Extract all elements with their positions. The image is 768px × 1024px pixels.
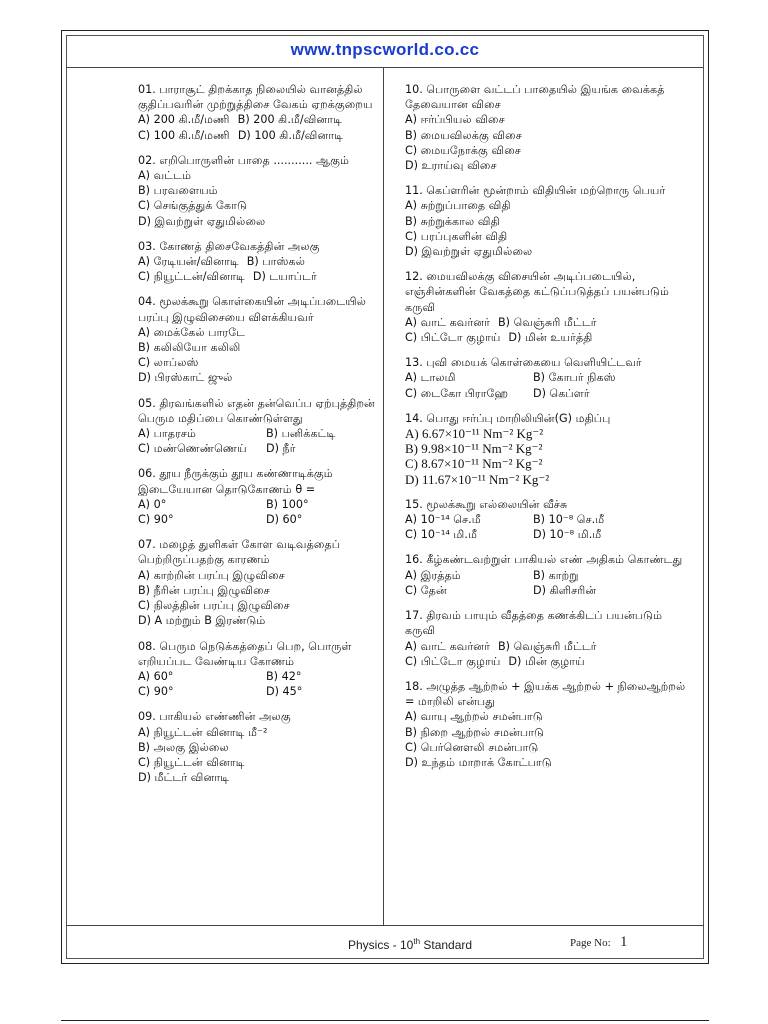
question-item [138,82,378,143]
answer-option[interactable]: B) வெஞ்சுரி மீட்டர் [498,639,597,653]
answer-option[interactable]: D) கெப்ளர் [533,386,590,400]
answer-option[interactable]: A) ரேடியன்/வினாடி [138,255,239,269]
answer-option[interactable]: A) காற்றின் பரப்பு இழுவிசை [138,568,285,582]
answer-option-row [405,527,695,542]
answer-option[interactable]: B) பரவளையம் [138,184,218,198]
header-divider [66,67,704,68]
question-item [405,183,695,259]
question-item [138,466,378,527]
footer-divider [66,925,704,926]
answer-option[interactable]: B) கோபர் நிகஸ் [533,371,616,385]
answer-option[interactable]: D) 10⁻⁸ மி.மீ [533,528,602,542]
right-question-column [405,82,695,780]
question-item [405,497,695,543]
answer-option[interactable]: C) 90° [138,513,174,527]
question-text: 09. பாகியல் எண்ணின் அலகு [138,710,291,724]
answer-option-row [138,426,378,441]
answer-option-row [138,684,378,699]
answer-option[interactable]: B) மையவிலக்கு விசை [405,128,522,142]
answer-option-row [138,497,378,512]
answer-option[interactable]: B) 42° [266,669,302,683]
answer-option[interactable]: B) நிறை ஆற்றல் சமன்பாடு [405,725,545,739]
answer-option[interactable]: B) வெஞ்சுரி மீட்டர் [498,315,597,329]
answer-option-row [138,269,378,284]
answer-option[interactable]: A) வட்டம் [138,169,192,183]
question-item [405,679,695,770]
question-item [138,396,378,457]
answer-option[interactable]: C) டைகோ பிராஹே [405,386,509,400]
answer-option-row [405,654,695,669]
answer-option[interactable]: A) இரத்தம் [405,568,461,582]
answer-option[interactable]: A) நியூட்டன் வினாடி மீ⁻² [138,725,268,739]
answer-option[interactable]: D) டயாப்டர் [252,270,317,284]
answer-option-row [405,583,695,598]
question-item [138,639,378,700]
question-item [405,552,695,598]
answer-option[interactable]: C) செங்குத்துக் கோடு [138,199,247,213]
answer-option[interactable]: A) வாட் கவர்னர் [405,639,490,653]
answer-option-row [405,512,695,527]
answer-option[interactable]: A) பாதரசம் [138,427,197,441]
answer-option[interactable]: D) பிரஸ்காட் ஜுல் [138,371,233,385]
answer-option[interactable]: A) 6.67×10⁻¹¹ Nm⁻² Kg⁻² [405,426,544,442]
footer-subject: Physics - 10th Standard [348,937,473,952]
answer-option[interactable]: A) 200 கி.மீ/மணி [138,113,230,127]
answer-option[interactable]: C) மையநோக்கு விசை [405,143,521,157]
answer-option-row [138,441,378,456]
answer-option[interactable]: C) நியூட்டன் வினாடி [138,755,245,769]
question-text: 13. புவி மையக் கொள்கையை வெளியிட்டவர் [405,356,642,370]
question-text: 18. அழுத்த ஆற்றல் + இயக்க ஆற்றல் + நிலைஆற்றல் = மாறிலி என்பது [405,679,686,709]
answer-option[interactable]: A) ஈர்ப்பியல் விசை [405,113,505,127]
question-text: 03. கோணத் திசைவேகத்தின் அலகு [138,239,320,253]
answer-option[interactable]: C) தேன் [405,583,447,597]
answer-option[interactable]: D) இவற்றுள் ஏதுமில்லை [138,214,266,228]
answer-option[interactable]: D) A மற்றும் B இரண்டும் [138,614,266,628]
answer-option[interactable]: B) 200 கி.மீ/வினாடி [237,113,343,127]
answer-option[interactable]: B) காற்று [533,568,579,582]
answer-option[interactable]: A) டாலமி [405,371,456,385]
question-item [405,269,695,345]
answer-option-row [405,386,695,401]
answer-option[interactable]: C) 8.67×10⁻¹¹ Nm⁻² Kg⁻² [405,456,543,472]
question-item [138,709,378,785]
question-text: 06. தூய நீருக்கும் தூய கண்ணாடிக்கும் இடையேயான தொடுகோணம் θ = [138,467,333,496]
answer-option[interactable]: C) 90° [138,685,174,699]
answer-option[interactable]: A) 10⁻¹⁴ செ.மீ [405,513,481,527]
answer-option[interactable]: C) லாப்லஸ் [138,356,199,370]
question-text: 16. கீழ்கண்டவற்றுள் பாகியல் எண் அதிகம் கொண்டது [405,553,683,567]
question-text: 14. பொது ஈர்ப்பு மாறிலியின்(G) மதிப்பு [405,411,611,425]
answer-option[interactable]: C) பெர்னௌலி சமன்பாடு [405,740,539,754]
question-text: 11. கெப்ளரின் மூன்றாம் விதியின் மற்றொரு பெயர் [405,184,666,198]
question-item [405,355,695,401]
answer-option[interactable]: B) 9.98×10⁻¹¹ Nm⁻² Kg⁻² [405,441,543,457]
question-item [405,82,695,173]
answer-option[interactable]: C) 100 கி.மீ/மணி [138,128,230,142]
answer-option-row [405,330,695,345]
answer-option-row [138,512,378,527]
answer-option[interactable]: B) சுற்றுக்கால விதி [405,214,500,228]
answer-option[interactable]: B) பனிக்கட்டி [266,427,336,441]
answer-option[interactable]: D) இவற்றுள் ஏதுமில்லை [405,245,533,259]
answer-option-row [138,128,378,143]
answer-option[interactable]: A) 60° [138,669,174,683]
question-text: 02. எறிபொருளின் பாதை ........... ஆகும் [138,153,350,167]
footer-page-number: 1 [620,934,628,950]
answer-option[interactable]: D) உந்தம் மாறாக் கோட்பாடு [405,755,552,769]
answer-option-row [138,254,378,269]
answer-option[interactable]: C) 10⁻¹⁴ மி.மீ [405,528,478,542]
answer-option[interactable]: A) வாட் கவர்னர் [405,315,490,329]
answer-option[interactable]: D) 45° [266,685,303,699]
answer-option[interactable]: A) சுற்றுப்பாதை விதி [405,199,511,213]
answer-option[interactable]: B) அலகு இல்லை [138,740,229,754]
answer-option-row [405,370,695,385]
answer-option[interactable]: A) மைக்கேல் பாரடே [138,325,246,339]
answer-option-row [138,112,378,127]
question-item [138,153,378,229]
answer-option[interactable]: C) பிட்டோ குழாய் [405,654,501,668]
bottom-rule [61,1020,709,1021]
answer-option[interactable]: D) மீட்டர் வினாடி [138,771,230,785]
question-text: 05. திரவங்களில் எதன் தன்வெப்ப ஏற்புத்திறன் பெரும மதிப்பை கொண்டுள்ளது [138,396,375,425]
footer-page-label: Page No: [570,937,611,949]
answer-option-row [405,568,695,583]
column-divider [383,68,384,925]
question-text: 12. மையவிலக்கு விசையின் அடிப்படையில், எஞ்சின்களின் வேகத்தை கட்டுப்படுத்தப் பயன்படும் கருவி [405,270,670,314]
answer-option[interactable]: B) 10⁻⁸ செ.மீ [533,513,605,527]
answer-option-row [405,639,695,654]
question-item [138,537,378,628]
question-item [405,608,695,669]
answer-option[interactable]: B) கலிலியோ கலிலி [138,341,241,355]
answer-option[interactable]: D) 11.67×10⁻¹¹ Nm⁻² Kg⁻² [405,471,550,487]
answer-option[interactable]: A) 0° [138,497,167,511]
question-text: 04. மூலக்கூறு கொள்கையின் அடிப்படையில் பரப்பு இழுவிசையை விளக்கியவர் [138,295,366,324]
answer-option[interactable]: C) நிலத்தின் பரப்பு இழுவிசை [138,599,290,613]
answer-option[interactable]: D) நீர் [266,442,296,456]
answer-option[interactable]: B) பாஸ்கல் [246,255,305,269]
question-item [138,294,378,385]
question-text: 17. திரவம் பாயும் வீதத்தை கணக்கிடப் பயன்படும் கருவி [405,609,663,638]
question-text: 08. பெரும நெடுக்கத்தைப் பெற, பொருள் எறியப்பட வேண்டிய கோணம் [138,639,352,668]
answer-option[interactable]: B) நீரின் பரப்பு இழுவிசை [138,583,270,597]
question-item [405,411,695,487]
site-url-header[interactable]: www.tnpscworld.co.cc [290,40,480,59]
question-text: 15. மூலக்கூறு எல்லையின் வீச்சு [405,497,568,511]
answer-option[interactable]: D) 100 கி.மீ/வினாடி [237,128,344,142]
answer-option[interactable]: A) வாயு ஆற்றல் சமன்பாடு [405,710,543,724]
question-text: 07. மழைத் துளிகள் கோள வடிவத்தைப் பெற்றிருப்பதற்கு காரணம் [138,538,341,567]
answer-option-row [405,315,695,330]
question-item [138,239,378,285]
answer-option[interactable]: C) பிட்டோ குழாய் [405,331,501,345]
question-text: 01. பாராசூட் திறக்காத நிலையில் வானத்தில் குதிப்பவரின் முற்றுத்திசை வேகம் ஏறக்குறைய [138,83,373,112]
answer-option[interactable]: D) 60° [266,513,303,527]
left-question-column [138,82,378,795]
answer-option[interactable]: C) நியூட்டன்/வினாடி [138,270,245,284]
answer-option[interactable]: C) மண்ணெண்ணெய் [138,442,247,456]
answer-option[interactable]: C) பரப்புகளின் விதி [405,229,508,243]
answer-option-row [138,669,378,684]
answer-option[interactable]: D) உராய்வு விசை [405,159,497,173]
answer-option[interactable]: D) கிளிசரின் [533,583,597,597]
question-text: 10. பொருளை வட்டப் பாதையில் இயங்க வைக்கத் தேவையான விசை [405,83,665,112]
answer-option[interactable]: B) 100° [266,497,309,511]
answer-option[interactable]: D) மின் குழாய் [508,654,585,668]
answer-option[interactable]: D) மின் உயர்த்தி [508,331,593,345]
